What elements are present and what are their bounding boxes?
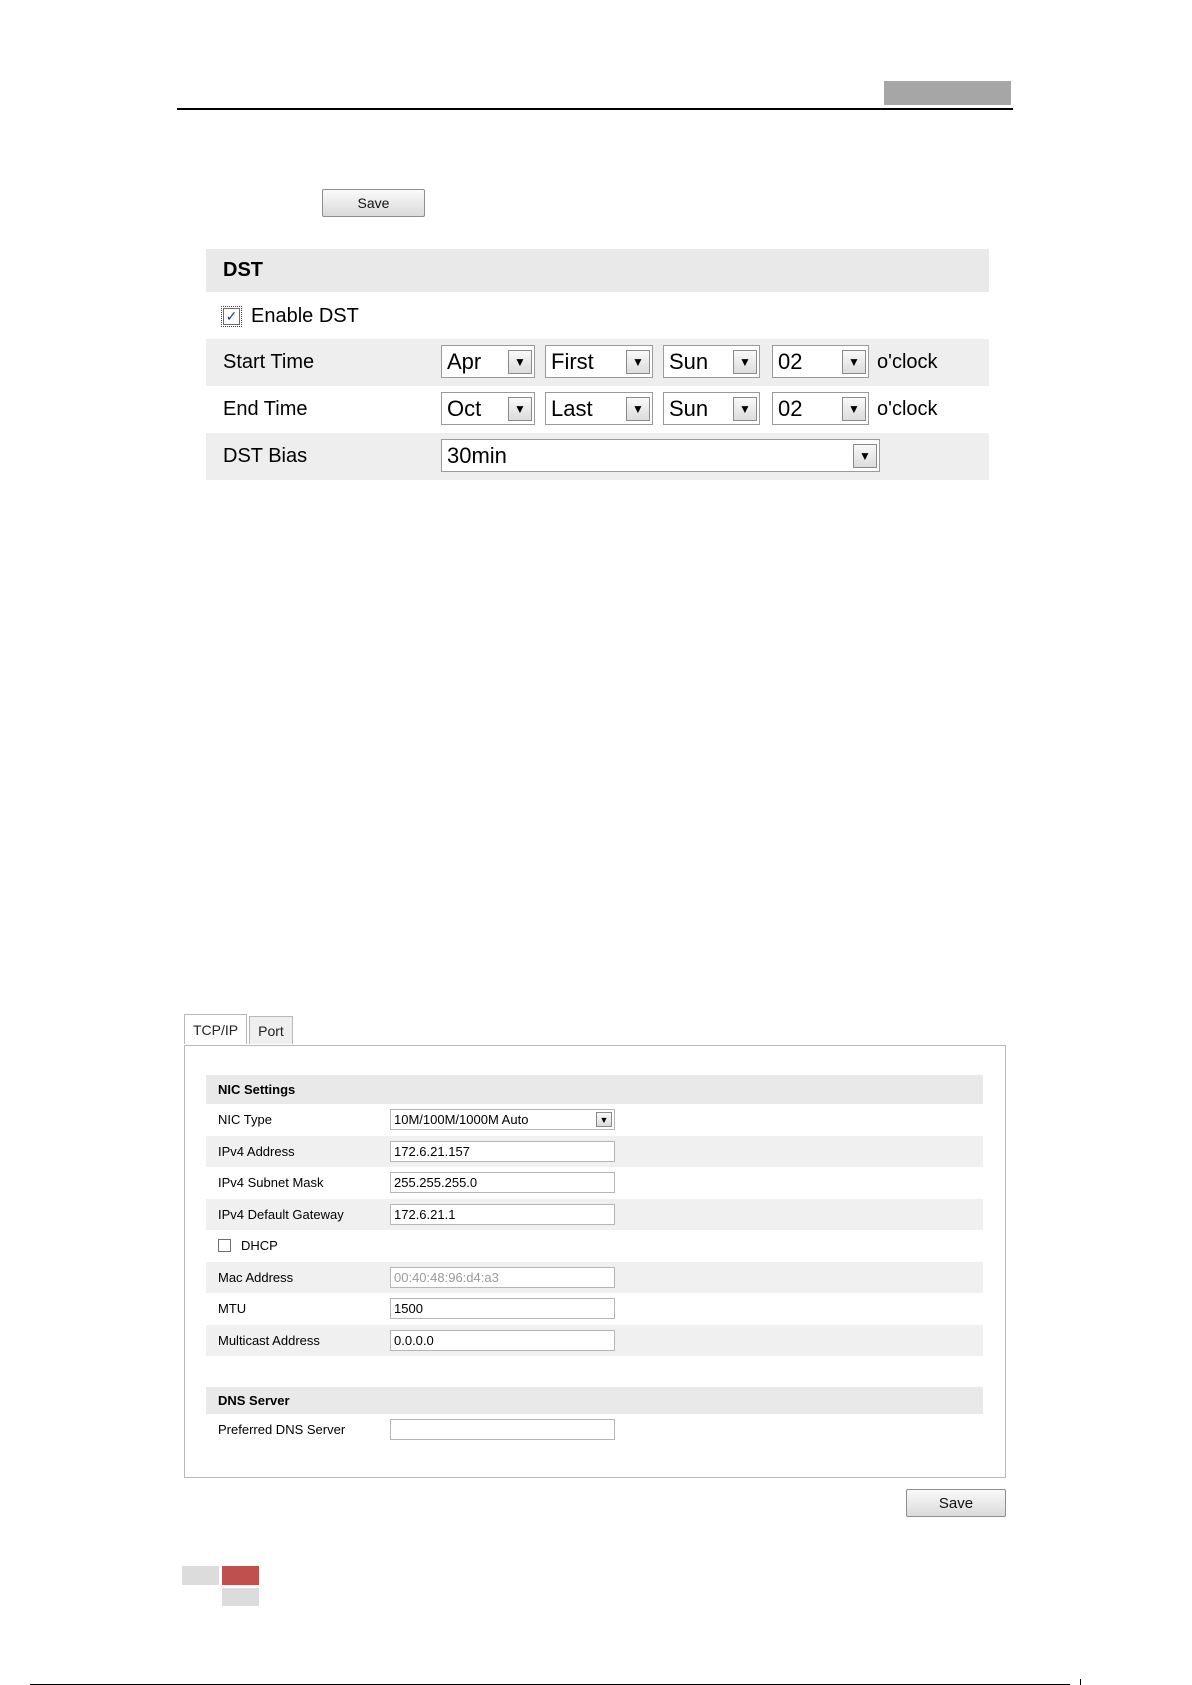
end-hour-select[interactable] <box>772 392 869 425</box>
dst-bias-select[interactable] <box>441 439 880 472</box>
start-hour-select[interactable] <box>772 345 869 378</box>
start-time-row <box>206 339 989 386</box>
start-hour-value: 02 <box>778 348 803 374</box>
end-month-value: Oct <box>447 395 482 421</box>
enable-dst-row <box>206 292 989 339</box>
start-unit-label: o'clock <box>877 351 938 373</box>
tab-port[interactable]: Port <box>249 1016 293 1044</box>
multicast-label: Multicast Address <box>218 1332 320 1348</box>
ipv4-address-label: IPv4 Address <box>218 1143 295 1159</box>
preferred-dns-field[interactable] <box>390 1419 615 1440</box>
ipv4-subnet-label: IPv4 Subnet Mask <box>218 1175 324 1191</box>
chevron-down-icon: ▼ <box>626 350 650 374</box>
nic-settings-title: NIC Settings <box>206 1075 983 1104</box>
chevron-down-icon: ▼ <box>596 1112 612 1127</box>
dns-server-title: DNS Server <box>206 1387 983 1414</box>
enable-dst-label: Enable DST <box>251 305 359 327</box>
chevron-down-icon: ▼ <box>842 397 866 421</box>
nic-type-value: 10M/100M/1000M Auto <box>394 1112 529 1127</box>
chevron-down-icon: ▼ <box>853 444 877 468</box>
start-time-label: Start Time <box>223 351 315 373</box>
end-unit-label: o'clock <box>877 398 938 420</box>
chevron-down-icon: ▼ <box>626 397 650 421</box>
mtu-field[interactable]: 1500 <box>390 1298 615 1319</box>
end-time-row <box>206 386 989 433</box>
end-hour-value: 02 <box>778 395 803 421</box>
network-tabs <box>184 1016 295 1044</box>
start-month-select[interactable] <box>441 345 535 378</box>
end-day-select[interactable] <box>663 392 760 425</box>
nic-type-row <box>206 1104 983 1136</box>
start-day-select[interactable] <box>663 345 760 378</box>
chevron-down-icon: ▼ <box>842 350 866 374</box>
dst-panel <box>206 249 989 480</box>
footer-decor-red <box>222 1566 259 1585</box>
save-button-bottom[interactable]: Save <box>906 1489 1006 1517</box>
tcp-ip-panel <box>184 1045 1006 1478</box>
ipv4-gateway-label: IPv4 Default Gateway <box>218 1206 344 1222</box>
nic-settings-section <box>206 1075 983 1356</box>
ipv4-gateway-row <box>206 1199 983 1231</box>
dst-bias-label: DST Bias <box>223 445 308 467</box>
preferred-dns-row <box>206 1414 983 1446</box>
ipv4-gateway-field[interactable]: 172.6.21.1 <box>390 1204 615 1225</box>
start-week-value: First <box>551 348 594 374</box>
mac-address-label: Mac Address <box>218 1269 294 1285</box>
preferred-dns-label: Preferred DNS Server <box>218 1422 346 1438</box>
start-month-value: Apr <box>447 348 482 374</box>
start-day-value: Sun <box>669 348 709 374</box>
nic-type-select[interactable] <box>390 1109 615 1130</box>
ipv4-address-row <box>206 1136 983 1168</box>
footer-decor-gray-lower <box>222 1588 259 1606</box>
chevron-down-icon: ▼ <box>508 397 532 421</box>
mtu-label: MTU <box>218 1301 247 1317</box>
dst-bias-value: 30min <box>447 442 507 468</box>
ipv4-subnet-row <box>206 1167 983 1199</box>
chevron-down-icon: ▼ <box>733 397 757 421</box>
end-week-select[interactable] <box>545 392 653 425</box>
dst-title: DST <box>206 249 989 292</box>
ipv4-subnet-field[interactable]: 255.255.255.0 <box>390 1172 615 1193</box>
chevron-down-icon: ▼ <box>733 350 757 374</box>
nic-type-label: NIC Type <box>218 1112 272 1128</box>
checkbox-icon <box>218 1239 231 1252</box>
footer-decor-gray <box>182 1566 219 1585</box>
end-week-value: Last <box>551 395 593 421</box>
header-rule <box>177 108 1013 110</box>
mtu-row <box>206 1293 983 1325</box>
dhcp-row <box>206 1230 983 1262</box>
ipv4-address-field[interactable]: 172.6.21.157 <box>390 1141 615 1162</box>
end-time-label: End Time <box>223 398 308 420</box>
dhcp-label: DHCP <box>241 1238 278 1254</box>
multicast-field[interactable]: 0.0.0.0 <box>390 1330 615 1351</box>
header-decor-block <box>884 81 1011 105</box>
save-button-top[interactable]: Save <box>322 189 425 217</box>
chevron-down-icon: ▼ <box>508 350 532 374</box>
dns-server-section <box>206 1387 983 1446</box>
start-week-select[interactable] <box>545 345 653 378</box>
multicast-row <box>206 1325 983 1357</box>
mac-address-row <box>206 1262 983 1294</box>
end-day-value: Sun <box>669 395 709 421</box>
enable-dst-checkbox[interactable] <box>223 305 359 328</box>
footer-tick <box>1080 1679 1081 1685</box>
checkmark-icon: ✓ <box>223 308 240 325</box>
tab-tcp-ip[interactable]: TCP/IP <box>184 1014 247 1044</box>
end-month-select[interactable] <box>441 392 535 425</box>
mac-address-field: 00:40:48:96:d4:a3 <box>390 1267 615 1288</box>
dhcp-checkbox[interactable] <box>218 1238 278 1253</box>
dst-bias-row <box>206 433 989 480</box>
